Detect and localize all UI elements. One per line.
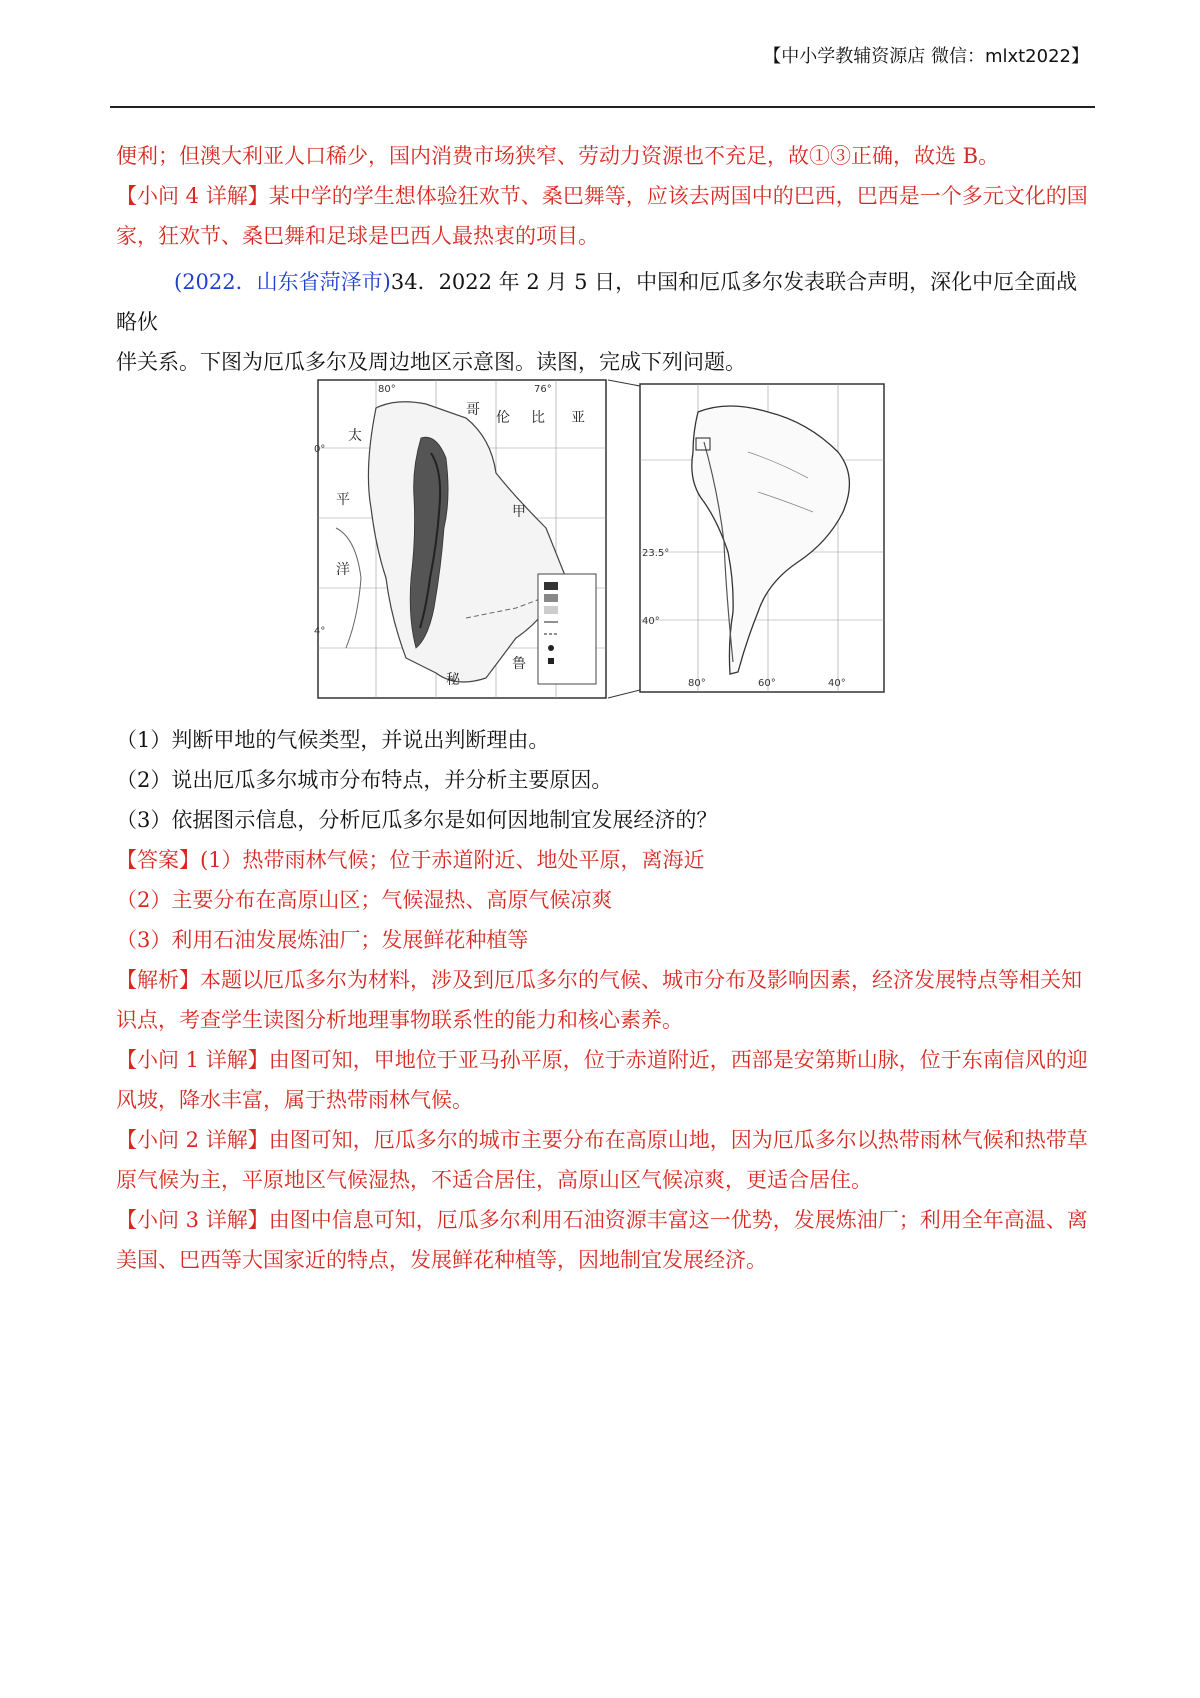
label-ge: 哥 [466, 402, 480, 418]
analysis-line: 美国、巴西等大国家近的特点，发展鲜花种植等，因地制宜发展经济。 [116, 1248, 767, 1272]
text-line: 便利；但澳大利亚人口稀少，国内消费市场狭窄、劳动力资源也不充足，故①③正确，故选 B。 [116, 144, 1000, 168]
text-line: 【小问 4 详解】某中学的学生想体验狂欢节、桑巴舞等，应该去两国中的巴西，巴西是一个多元文化的国 [116, 184, 1088, 208]
lat-40-label: 40° [642, 616, 660, 627]
top-text-block [116, 136, 1096, 382]
analysis-line: 【小问 3 详解】由图中信息可知，厄瓜多尔利用石油资源丰富这一优势，发展炼油厂；利用全年高温、离 [116, 1208, 1088, 1232]
map-figure [316, 368, 896, 708]
lower-text-block [116, 720, 1096, 1280]
question-source: (2022．山东省菏泽市) [174, 270, 391, 294]
analysis-line: 风坡，降水丰富，属于热带雨林气候。 [116, 1088, 473, 1112]
lat-4-label: 4° [314, 626, 326, 637]
analysis-line: 【小问 2 详解】由图可知，厄瓜多尔的城市主要分布在高原山地，因为厄瓜多尔以热带雨林气候和热带草 [116, 1128, 1088, 1152]
south-america-map [638, 382, 886, 694]
label-jia: 甲 [512, 504, 526, 520]
question-line-1 [116, 262, 1096, 342]
label-lun: 伦 [496, 410, 510, 426]
analysis-line: 原气候为主，平原地区气候湿热，不适合居住，高原山区气候凉爽，更适合居住。 [116, 1168, 872, 1192]
label-lu: 鲁 [512, 656, 526, 672]
page-header [110, 34, 1095, 108]
answer-line: （2）主要分布在高原山区；气候湿热、高原气候凉爽 [116, 888, 613, 912]
text-line: 家，狂欢节、桑巴舞和足球是巴西人最热衷的项目。 [116, 224, 599, 248]
ecuador-map [316, 378, 608, 700]
sub-question-2: （2）说出厄瓜多尔城市分布特点，并分析主要原因。 [116, 768, 613, 792]
question-text: 34．2022 年 2 月 5 日，中国和厄瓜多尔发表联合声明，深化中厄全面战略伙 [116, 270, 1078, 334]
analysis-line: 【解析】本题以厄瓜多尔为材料，涉及到厄瓜多尔的气候、城市分布及影响因素，经济发展特点等相关知 [116, 968, 1082, 992]
lon-40-right-label: 40° [828, 678, 846, 689]
question-line-2: 伴关系。下图为厄瓜多尔及周边地区示意图。读图，完成下列问题。 [116, 350, 746, 374]
lon-76-label: 76° [534, 384, 552, 395]
sub-question-1: （1）判断甲地的气候类型，并说出判断理由。 [116, 728, 550, 752]
label-ya: 亚 [571, 410, 585, 426]
analysis-line: 识点，考查学生读图分析地理事物联系性的能力和核心素养。 [116, 1008, 683, 1032]
header-text: 【中小学教辅资源店 微信：mlxt2022】 [763, 46, 1089, 67]
lon-80-label: 80° [378, 384, 396, 395]
lon-80-right-label: 80° [688, 678, 706, 689]
lat-0-label: 0° [314, 444, 326, 455]
label-ping: 平 [336, 492, 350, 508]
map-connector [606, 378, 642, 700]
answer-line: 【答案】(1）热带雨林气候；位于赤道附近、地处平原，离海近 [116, 848, 705, 872]
label-tai: 太 [348, 428, 362, 444]
analysis-line: 【小问 1 详解】由图可知，甲地位于亚马孙平原，位于赤道附近，西部是安第斯山脉，位于东南信风的迎 [116, 1048, 1088, 1072]
label-bi2: 秘 [446, 672, 460, 688]
label-yang: 洋 [336, 562, 350, 578]
lat-23-label: 23.5° [642, 548, 670, 559]
answer-line: （3）利用石油发展炼油厂；发展鲜花种植等 [116, 928, 529, 952]
sub-question-3: （3）依据图示信息，分析厄瓜多尔是如何因地制宜发展经济的？ [116, 808, 718, 832]
lon-60-right-label: 60° [758, 678, 776, 689]
label-bi: 比 [531, 410, 545, 426]
